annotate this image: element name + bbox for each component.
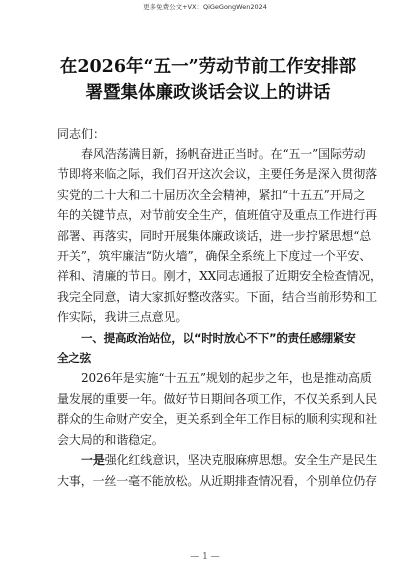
- title-line-1: 在2026年“五一”劳动节前工作安排部: [59, 57, 357, 77]
- greeting: 同志们：: [57, 127, 106, 141]
- paragraph-line: 实党的二十大和二十届历次全会精神，紧扣“十五五”开局之: [57, 187, 366, 202]
- paragraph-line: 会大局的和谐稳定。: [57, 432, 164, 447]
- title-line-2: 署暨集体廉政谈话会议上的讲话: [85, 83, 331, 103]
- header-note: 更多免费公文+VX：QiGeGongWen2024: [143, 3, 267, 11]
- paragraph-1: [57, 144, 382, 328]
- paragraph-line: 2026年是实施“十五五”规划的起步之年，也是推动高质: [81, 371, 372, 386]
- paragraph-line: 量发展的重要一年。做好节日期间各项工作，不仅关系到人民: [57, 391, 377, 406]
- paragraph-line: 年的关键节点，对节前安全生产，值班值守及重点工作进行再: [57, 208, 377, 223]
- paragraph-2: [57, 368, 377, 450]
- paragraph-line: 春风浩荡满目新，扬帆奋进正当时。在“五一”国际劳动: [81, 147, 366, 161]
- paragraph-line: 开关”，筑牢廉洁“防火墙”，确保全系统上下度过一个平安、: [57, 249, 372, 264]
- document-title: [57, 54, 359, 106]
- section-heading-1: [57, 328, 359, 369]
- paragraph-3: [57, 450, 378, 491]
- heading-line: 全之弦: [57, 351, 91, 366]
- heading-line: 一、提高政治站位，以“时时放心不下”的责任感绷紧安: [81, 330, 356, 345]
- paragraph-line: 祥和、清廉的节日。刚才，XX同志通报了近期安全检查情况，: [57, 269, 382, 284]
- paragraph-line: 作实际，我讲三点意见。: [57, 310, 188, 325]
- paragraph-lead: 一是: [81, 453, 105, 468]
- paragraph-line: [57, 450, 378, 470]
- paragraph-line: 大事，一丝一毫不能放松。从近期排查情况看，个别单位仍存: [57, 473, 377, 488]
- paragraph-line: 群众的生命财产安全，更关系到全年工作目标的顺利实现和社: [57, 412, 377, 427]
- page-number: — 1 —: [190, 552, 220, 562]
- paragraph-line: 节即将来临之际，我们召开这次会议，主要任务是深入贯彻落: [57, 167, 377, 182]
- paragraph-line-text: 强化红线意识，坚决克服麻痹思想。安全生产是民生: [104, 453, 378, 468]
- paragraph-line: 我完全同意，请大家抓好整改落实。下面，结合当前形势和工: [57, 289, 377, 304]
- document-page: [57, 54, 382, 491]
- paragraph-line: 部署、再落实，同时开展集体廉政谈话，进一步拧紧思想“总: [57, 228, 372, 243]
